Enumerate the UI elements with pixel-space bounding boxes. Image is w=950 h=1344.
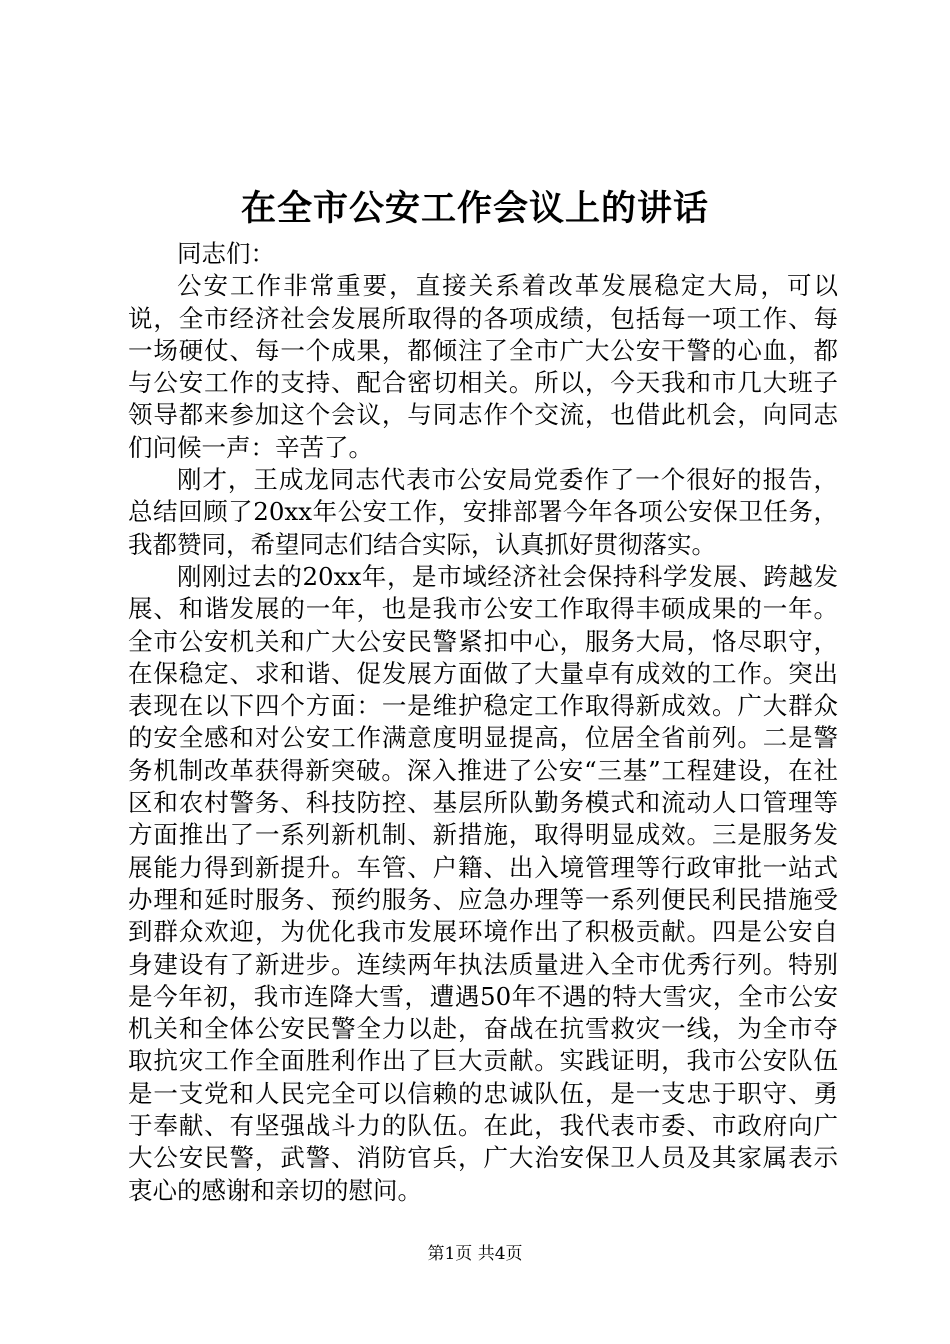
document-title: 在全市公安工作会议上的讲话 xyxy=(240,188,709,229)
paragraph-3: 刚刚过去的20xx年，是市域经济社会保持科学发展、跨越发展、和谐发展的一年，也是我市公安工作取得丰硕成果的一年。全市公安机关和广大公安民警紧扣中心，服务大局，恪尽职守，在保稳定、求和谐、促发展方面做了大量卓有成效的工作。突出表现在以下四个方面：一是维护稳定工作取得新成效。广大群众的安全感和对公安工作满意度明显提高，位居全省前列。二是警务机制改革获得新突破。深入推进了公安“三基”工程建设，在社区和农村警务、科技防控、基层所队勤务模式和流动人口管理等方面推出了一系列新机制、新措施，取得明显成效。三是服务发展能力得到新提升。车管、户籍、出入境管理等行政审批一站式办理和延时服务、预约服务、应急办理等一系列便民利民措施受到群众欢迎，为优化我市发展环境作出了积极贡献。四是公安自身建设有了新进步。连续两年执法质量进入全市优秀行列。特别是今年初，我市连降大雪，遭遇50年不遇的特大雪灾，全市公安机关和全体公安民警全力以赴，奋战在抗雪救灾一线，为全市夺取抗灾工作全面胜利作出了巨大贡献。实践证明，我市公安队伍是一支党和人民完全可以信赖的忠诚队伍，是一支忠于职守、勇于奉献、有坚强战斗力的队伍。在此，我代表市委、市政府向广大公安民警，武警、消防官兵，广大治安保卫人员及其家属表示衷心的感谢和亲切的慰问。 xyxy=(128,561,838,1205)
paragraph-2: 刚才，王成龙同志代表市公安局党委作了一个很好的报告，总结回顾了20xx年公安工作，安排部署今年各项公安保卫任务，我都赞同，希望同志们结合实际，认真抓好贯彻落实。 xyxy=(128,465,838,559)
paragraph-salutation: 同志们： xyxy=(177,239,275,268)
document-body xyxy=(128,238,838,1207)
paragraph-1: 公安工作非常重要，直接关系着改革发展稳定大局，可以说，全市经济社会发展所取得的各项成绩，包括每一项工作、每一场硬仗、每一个成果，都倾注了全市广大公安干警的心血，都与公安工作的支持、配合密切相关。所以，今天我和市几大班子领导都来参加这个会议，与同志作个交流，也借此机会，向同志们问候一声：辛苦了。 xyxy=(128,271,838,462)
page-footer: 第1页 共4页 xyxy=(427,1244,523,1264)
